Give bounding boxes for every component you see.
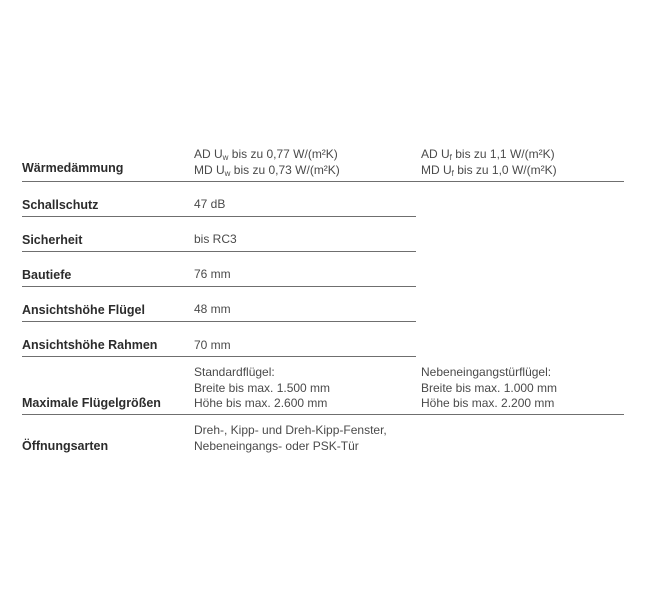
row-value-oeffnungsarten	[194, 423, 387, 454]
value-line: Höhe bis max. 2.200 mm	[421, 396, 555, 410]
row-label-ansichtshoehe-rahmen: Ansichtshöhe Rahmen	[22, 338, 158, 352]
row-divider	[22, 356, 416, 357]
row-divider	[22, 414, 624, 415]
value-line: Dreh-, Kipp- und Dreh-Kipp-Fenster,	[194, 423, 387, 437]
value-line: Nebeneingangs- oder PSK-Tür	[194, 438, 359, 453]
row-divider	[22, 321, 416, 322]
value-line: Breite bis max. 1.000 mm	[421, 380, 558, 395]
row-divider	[22, 286, 416, 287]
row-label-maximale-fluegelgroessen: Maximale Flügelgrößen	[22, 396, 161, 410]
value-line: MD $U_f$ bis zu 1,0 W/(m²K)	[421, 162, 557, 178]
row-value-ansichtshoehe-fluegel: 48 mm	[194, 302, 231, 316]
row-value-sicherheit: bis RC3	[194, 232, 237, 246]
row-divider	[22, 216, 416, 217]
value-line: Höhe bis max. 2.600 mm	[194, 396, 328, 410]
row-value-waermedaemmung-col2	[421, 147, 557, 178]
row-value-standardfluegel	[194, 365, 330, 412]
row-value-nebeneingangstuerfluegel	[421, 365, 557, 412]
row-divider	[22, 251, 416, 252]
row-value-bautiefe: 76 mm	[194, 267, 231, 281]
value-line: Breite bis max. 1.500 mm	[194, 380, 331, 395]
row-value-schallschutz: 47 dB	[194, 197, 226, 211]
row-label-schallschutz: Schallschutz	[22, 198, 99, 212]
row-value-waermedaemmung-col1	[194, 147, 340, 178]
row-label-bautiefe: Bautiefe	[22, 268, 72, 282]
row-label-ansichtshoehe-fluegel: Ansichtshöhe Flügel	[22, 303, 145, 317]
row-label-waermedaemmung: Wärmedämmung	[22, 161, 124, 175]
value-line: MD $U_w$ bis zu 0,73 W/(m²K)	[194, 162, 340, 178]
value-line: Nebeneingangstürflügel:	[421, 365, 552, 379]
value-line: AD $U_f$ bis zu 1,1 W/(m²K)	[421, 147, 555, 162]
value-line: AD $U_w$ bis zu 0,77 W/(m²K)	[194, 147, 338, 162]
value-line: Standardflügel:	[194, 365, 275, 379]
row-value-ansichtshoehe-rahmen: 70 mm	[194, 338, 231, 352]
row-divider	[22, 181, 624, 182]
row-label-sicherheit: Sicherheit	[22, 233, 83, 247]
row-label-oeffnungsarten: Öffnungsarten	[22, 439, 109, 453]
